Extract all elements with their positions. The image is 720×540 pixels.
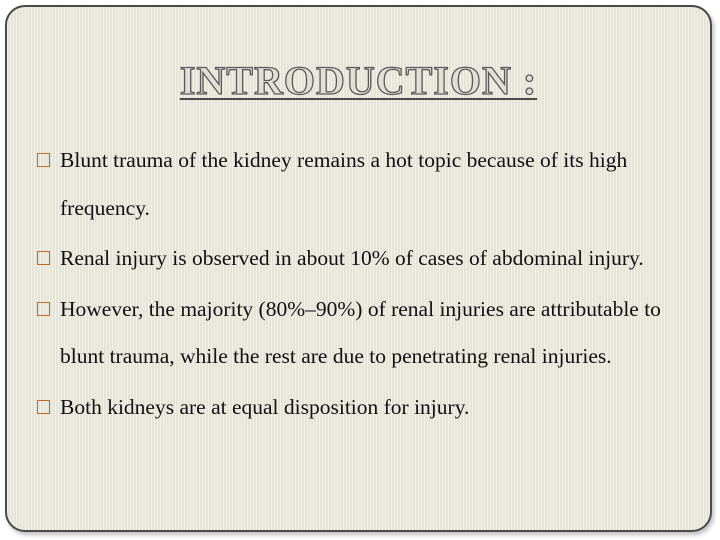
bullet-text: Both kidneys are at equal disposition for injury. xyxy=(60,394,470,419)
bullet-text: However, the majority (80%–90%) of renal injuries are attributable to blunt trauma, while the rest are due to penetrating renal injuries. xyxy=(60,296,661,368)
bullet-text: Renal injury is observed in about 10% of cases of abdominal injury. xyxy=(60,246,644,270)
slide-title: INTRODUCTION : xyxy=(179,58,538,103)
square-bullet-icon xyxy=(37,153,50,167)
square-bullet-icon xyxy=(37,251,50,265)
bullet-item xyxy=(37,137,677,232)
slide xyxy=(5,5,712,532)
square-bullet-icon xyxy=(37,400,50,414)
bullet-item xyxy=(37,384,677,432)
bullet-item xyxy=(37,235,677,283)
square-bullet-icon xyxy=(37,302,50,316)
bullet-list xyxy=(37,137,677,434)
bullet-item xyxy=(37,286,677,381)
bullet-text: Blunt trauma of the kidney remains a hot topic because of its high frequency. xyxy=(60,148,628,220)
